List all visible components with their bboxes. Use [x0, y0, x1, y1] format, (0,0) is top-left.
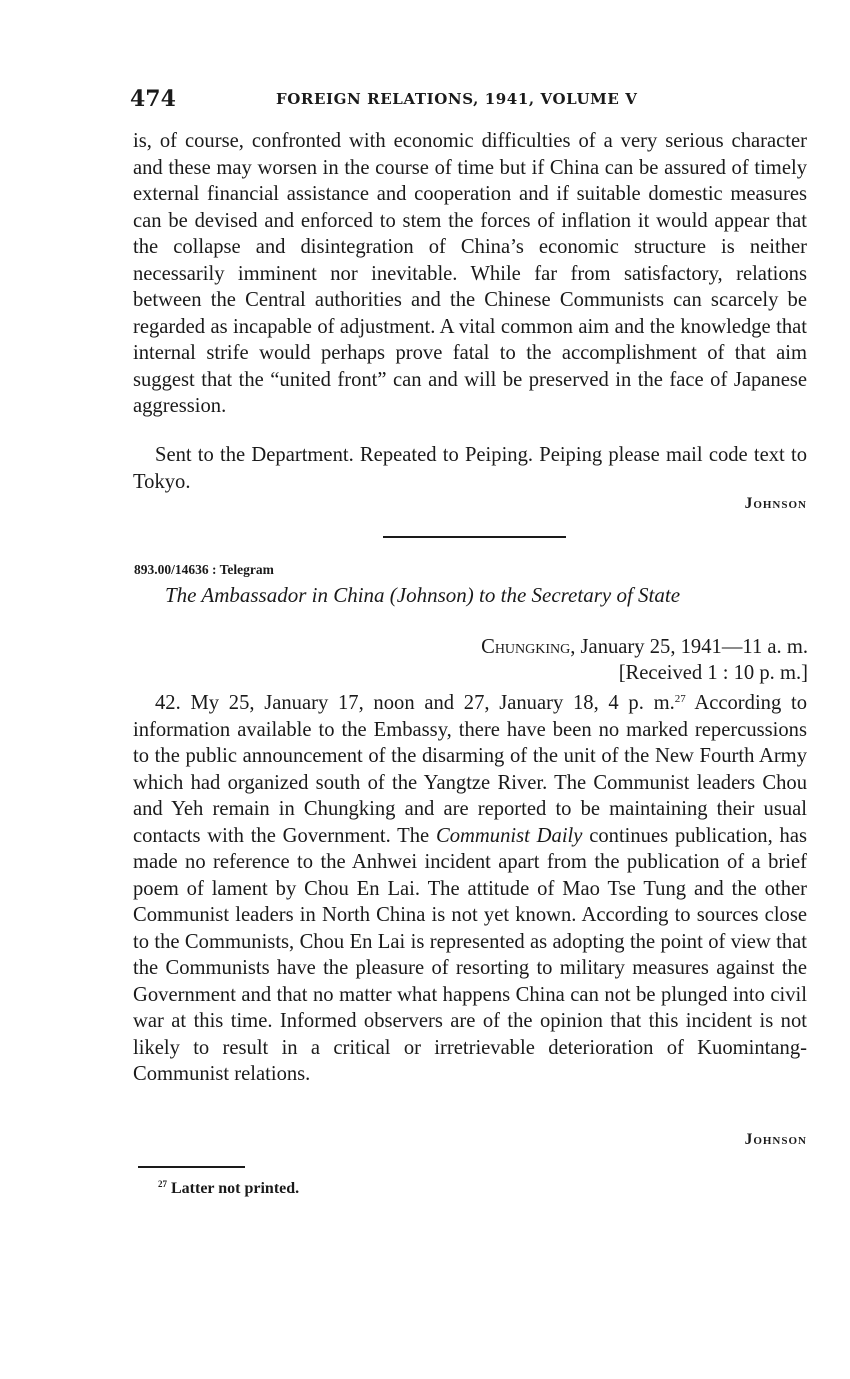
file-reference: 893.00/14636 : Telegram [134, 562, 274, 577]
received-note: [Received 1 : 10 p. m.] [618, 662, 808, 684]
running-title: FOREIGN RELATIONS, 1941, VOLUME V [276, 90, 638, 108]
dateline [481, 634, 808, 686]
dateline-place-date [481, 634, 808, 660]
newspaper-title: Communist Daily [436, 824, 583, 847]
footnote-text: Latter not printed. [167, 1180, 300, 1197]
transmission-note: Sent to the Department. Repeated to Peiping. Peiping please mail code text to Tokyo. [133, 444, 807, 493]
document-heading: The Ambassador in China (Johnson) to the Secretary of State [165, 583, 681, 607]
footnote [158, 1180, 299, 1198]
telegram-body-part-2: continues publication, has made no reference to the Anhwei incident apart from the publication of a brief poem of lament by Chou En Lai. The attitude of Mao Tse Tung and the other Communist leaders in North China is not yet known. According to sources close to the Communists, Chou En Lai is represented as adopting the point of view that the Communists have the pleasure of resorting to military measures against the Government and that no matter what happens China can not be plunged into civil war at this time. Informed observers are of the opinion that this incident is not likely to result in a critical or irretrievable deterioration of Kuomintang-Communist relations. [133, 824, 808, 1085]
signature-johnson-2: Johnson [744, 1131, 807, 1148]
continued-paragraph: is, of course, confronted with economic difficulties of a very serious character and these may worsen in the course of time but if China can be assured of timely external financial assistance and cooperation and if suitable domestic measures can be devised and enforced to stem the forces of inflation it would appear that the collapse and disintegration of China’s economic structure is neither necessarily imminent nor inevitable. While far from satisfactory, relations between the Central authorities and the Chinese Communists can scarcely be regarded as incapable of adjustment. A vital common aim and the knowledge that internal strife would perhaps prove fatal to the accomplishment of that aim suggest that the “united front” can and will be preserved in the face of Japanese aggression. [133, 130, 807, 417]
page-number: 474 [130, 86, 176, 112]
dateline-date: , January 25, 1941—11 a. m. [570, 636, 808, 658]
dateline-place: Chungking [481, 636, 571, 658]
running-head [130, 86, 810, 116]
footnote-rule [138, 1166, 245, 1168]
telegram-body [133, 690, 807, 1088]
signature-johnson-1: Johnson [744, 495, 807, 512]
section-separator [383, 536, 566, 538]
footnote-reference: 27 [674, 693, 686, 705]
telegram-lead: 42. My 25, January 17, noon and 27, January 18, 4 p. m. [155, 692, 675, 714]
telegram-body-part-1: According to information available to the Embassy, there have been no marked repercussions to the public announcement of the disarming of the unit of the New Fourth Army which had organized south of the Yangtze River. The Communist leaders Chou and Yeh remain in Chungking and are reported to be maintaining their usual contacts with the Government. The [133, 692, 807, 847]
footnote-marker: 27 [158, 1179, 167, 1189]
